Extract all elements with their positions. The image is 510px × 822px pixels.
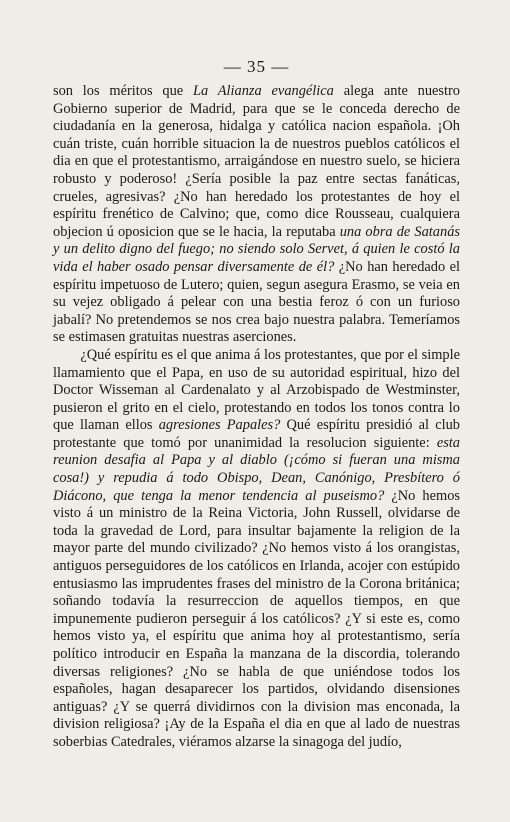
italic-text-segment: agresiones Papales? [158, 417, 281, 434]
italic-text-segment: esta reunion desafia al Papa y al diablo (¡cómo si fueran una misma cosa!) y repudia á todo Obispo, Dean, Canónigo, Presbítero ó Diácono, que tenga la menor tendencia al puseismo? [53, 434, 460, 504]
text-segment: Qué espíritu presidió al club protestante que tomó por unanimidad la resolucion siguiente: [53, 417, 461, 451]
paragraph-1 [53, 83, 460, 347]
text-segment: ¿Qué espíritu es el que anima á los protestantes, que por el simple llamamiento que el Papa, en uso de su autoridad espiritual, hizo del Doctor Wisseman al Cardenalato y al Arzobispado de Westminster, pusieron el grito en el cielo, protestando en todos los tonos contra lo que llaman ellos [53, 346, 460, 434]
text-segment: alega ante nuestro Gobierno superior de Madrid, para que se le conceda derecho de ciudadanía en la generosa, hidalga y católica nacion española. ¡Oh cuán triste, cuán horrible situacion la de nuestros pueblos católicos el dia en que el protestantismo, arraigándose en nuestro suelo, se hiciera robusto y poderoso! ¿Sería posible la paz entre sectas fanáticas, crueles, agresivas? ¿No han heredado los protestantes de hoy el espíritu frenético de Calvino; que, como dice Rousseau, cualquiera objecion ú oposicion que se le hacia, la reputaba [53, 83, 461, 240]
italic-text-segment: una obra de Satanás y un delito digno del fuego; no siendo solo Servet, á quien le costó la vida el haber osado pensar diversamente de él? [53, 223, 460, 275]
text-segment: ¿No hemos visto á un ministro de la Reina Victoria, John Russell, olvidarse de toda la gravedad de Lord, para insultar bajamente la religion de la mayor parte del mundo civilizado? ¿No hemos visto á los orangistas, antiguos perseguidores de los católicos en Irlanda, acojer con estúpido entusiasmo las imprudentes frases del ministro de la Corona británica; soñando todavía la resurreccion de aquellos tiempos, en que impunemente pudieron perseguir á los católicos? ¿Y si este es, como hemos visto ya, el espíritu que anima hoy al protestantismo, sería político introducir en España la manzana de la discordia, tolerando diversas religiones? ¿No se habla de que uniéndose todos los españoles, hagan desaparecer los partidos, olvidando disensiones antiguas? ¿Y se querrá dividirnos con la division mas enconada, la division religiosa? ¡Ay de la España el dia en que al lado de nuestras soberbias Catedrales, viéramos alzarse la sinagoga del judío, [53, 487, 460, 750]
paragraph-2 [53, 347, 460, 752]
italic-text-segment: La Alianza evangélica [193, 83, 334, 99]
body-text [53, 83, 460, 752]
text-segment: ¿No han heredado el espíritu impetuoso de Lutero; quien, segun asegura Erasmo, se veia en su vejez obligado á pelear con una bestia feroz ó con un furioso jabalí? No pretendemos se nos crea bajo nuestra palabra. Temeríamos se estimasen gratuitas nuestras aserciones. [53, 258, 460, 346]
page-number: — 35 — [223, 57, 290, 76]
text-segment: son los méritos que [53, 83, 193, 99]
